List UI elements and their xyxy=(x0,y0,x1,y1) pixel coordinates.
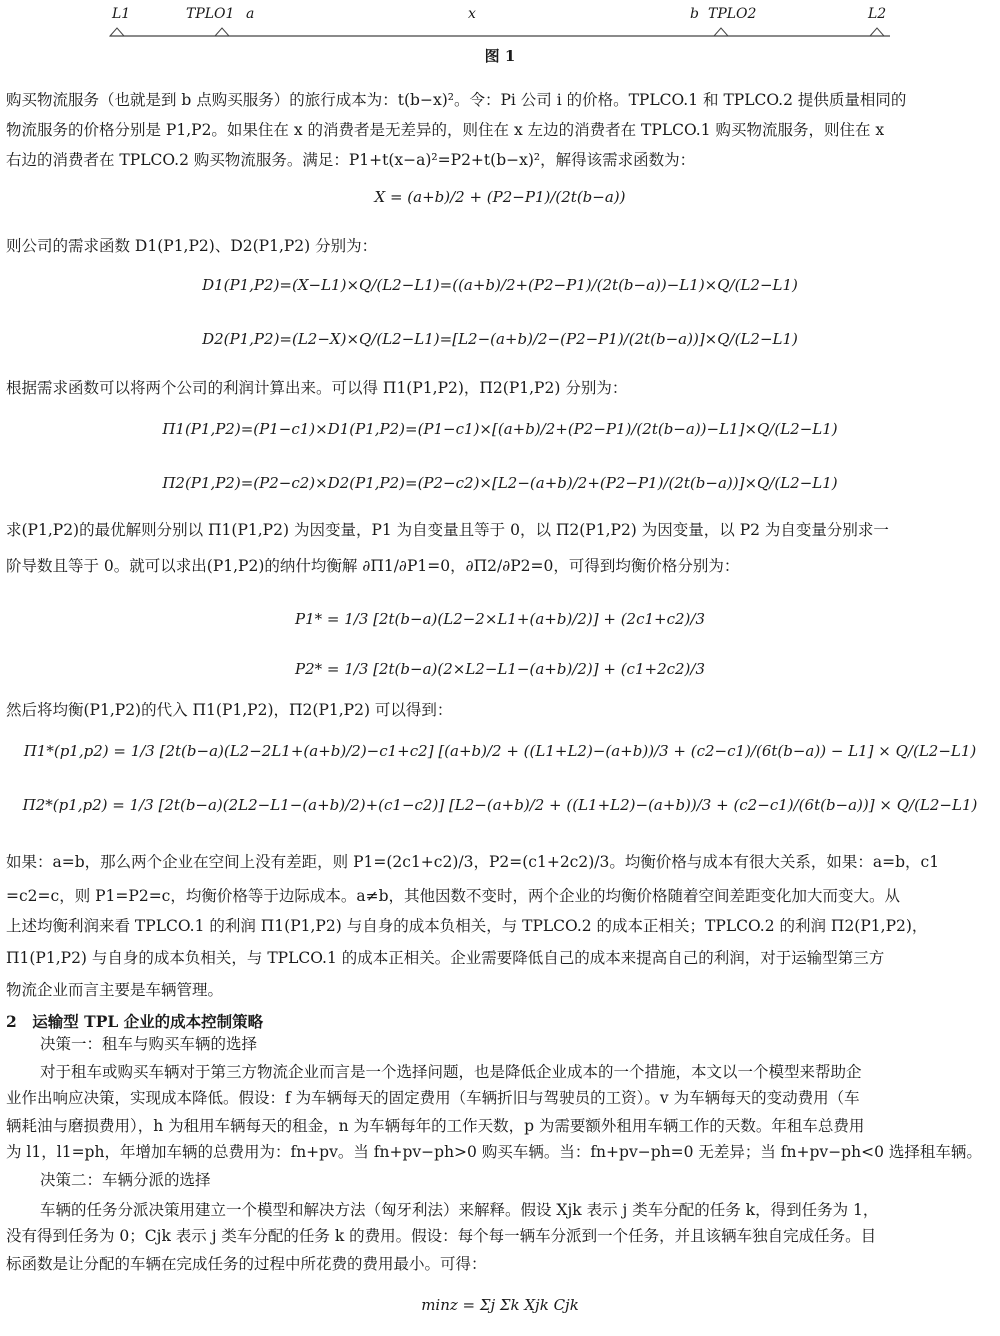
label-L1: L1 xyxy=(112,6,131,22)
paragraph-line: 物流服务的价格分别是 P1,P2。如果住在 x 的消费者是无差异的，则住在 x 左边的消费者在 TPLCO.1 购买物流服务，则住在 x xyxy=(6,121,885,139)
paragraph-line: 为 l1，l1=ph，年增加车辆的总费用为：fn+pv。当 fn+pv−ph>0 购买车辆。当：fn+pv−ph=0 无差异；当 fn+pv−ph<0 选择租车辆。 xyxy=(6,1143,982,1161)
label-x: x xyxy=(468,6,476,22)
paragraph-line: 物流企业而言主要是车辆管理。 xyxy=(6,981,224,999)
triangle-tplo1 xyxy=(215,28,229,36)
label-b: b xyxy=(690,6,699,22)
triangle-L1 xyxy=(110,28,124,36)
equation-Pi2: Π2(P1,P2)=(P2−c2)×D2(P1,P2)=(P2−c2)×[L2−(a+b)/2+(P2−P1)/(2t(b−a))]×Q/(L2−L1) xyxy=(162,474,838,492)
equation-min: minz = Σj Σk Xjk Cjk xyxy=(421,1296,579,1314)
paragraph-line: 辆耗油与磨损费用），h 为租用车辆每天的租金，n 为车辆每年的工作天数，p 为需要额外租用车辆工作的天数。年租车总费用 xyxy=(6,1117,865,1135)
label-tplo2: TPLO2 xyxy=(708,6,757,22)
paragraph-line: 车辆的任务分派决策用建立一个模型和解决方法（匈牙利法）来解释。假设 Xjk 表示 j 类车分配的任务 k，得到任务为 1， xyxy=(40,1201,879,1219)
paragraph-line: 如果：a=b，那么两个企业在空间上没有差距，则 P1=(2c1+c2)/3，P2=(c1+2c2)/3。均衡价格与成本有很大关系，如果：a=b，c1 xyxy=(6,853,940,871)
label-L2: L2 xyxy=(868,6,887,22)
subsection-heading: 决策一：租车与购买车辆的选择 xyxy=(40,1035,258,1053)
equation-P1-star: P1* = 1/3 [2t(b−a)(L2−2×L1+(a+b)/2)] + (2c1+c2)/3 xyxy=(294,610,706,628)
equation-D1: D1(P1,P2)=(X−L1)×Q/(L2−L1)=((a+b)/2+(P2−P1)/(2t(b−a))−L1)×Q/(L2−L1) xyxy=(202,276,798,294)
equation-P2-star: P2* = 1/3 [2t(b−a)(2×L2−L1−(a+b)/2)] + (c1+2c2)/3 xyxy=(294,660,706,678)
paragraph-line: 求(P1,P2)的最优解则分别以 Π1(P1,P2) 为因变量，P1 为自变量且等于 0，以 Π2(P1,P2) 为因变量，以 P2 为自变量分别求一 xyxy=(6,521,889,539)
figure-1 xyxy=(0,0,1000,70)
paragraph-line: 业作出响应决策，实现成本降低。假设：f 为车辆每天的固定费用（车辆折旧与驾驶员的工资）。v 为车辆每天的变动费用（车 xyxy=(6,1089,860,1107)
equation-Pi1: Π1(P1,P2)=(P1−c1)×D1(P1,P2)=(P1−c1)×[(a+b)/2+(P2−P1)/(2t(b−a))−L1]×Q/(L2−L1) xyxy=(162,420,838,438)
paragraph-line: 上述均衡利润来看 TPLCO.1 的利润 Π1(P1,P2) 与自身的成本负相关，与 TPLCO.2 的成本正相关；TPLCO.2 的利润 Π2(P1,P2)， xyxy=(6,917,928,935)
paragraph-line: 没有得到任务为 0；Cjk 表示 j 类车分配的任务 k 的费用。假设：每个每一辆车分派到一个任务，并且该辆车独自完成任务。目 xyxy=(6,1227,877,1245)
equation-D2: D2(P1,P2)=(L2−X)×Q/(L2−L1)=[L2−(a+b)/2−(P2−P1)/(2t(b−a))]×Q/(L2−L1) xyxy=(202,330,798,348)
paragraph-line: 右边的消费者在 TPLCO.2 购买物流服务。满足：P1+t(x−a)²=P2+t(b−x)²，解得该需求函数为： xyxy=(6,151,696,169)
section-heading: 2 运输型 TPL 企业的成本控制策略 xyxy=(6,1012,264,1031)
triangle-L2 xyxy=(870,28,884,36)
paragraph-line: 根据需求函数可以将两个公司的利润计算出来。可以得 Π1(P1,P2)，Π2(P1,P2) 分别为： xyxy=(6,379,628,397)
paragraph-line: 阶导数且等于 0。就可以求出(P1,P2)的纳什均衡解 ∂Π1/∂P1=0，∂Π2/∂P2=0，可得到均衡价格分别为： xyxy=(6,557,740,575)
paragraph-line: 则公司的需求函数 D1(P1,P2)、D2(P1,P2) 分别为： xyxy=(6,237,378,255)
paragraph-line: 标函数是让分配的车辆在完成任务的过程中所花费的费用最小。可得： xyxy=(6,1255,487,1273)
equation-Pi1-star: Π1*(p1,p2) = 1/3 [2t(b−a)(L2−2L1+(a+b)/2)−c1+c2] [(a+b)/2 + ((L1+L2)−(a+b))/3 + (c2−c1)/(6t(b−a)) − L1] × Q/(L2−L1) xyxy=(23,742,977,760)
paragraph-line: 购买物流服务（也就是到 b 点购买服务）的旅行成本为：t(b−x)²。令：Pi 公司 i 的价格。TPLCO.1 和 TPLCO.2 提供质量相同的 xyxy=(6,91,907,109)
label-a: a xyxy=(246,6,255,22)
figure-caption: 图 1 xyxy=(484,47,516,65)
subsection-heading: 决策二：车辆分派的选择 xyxy=(40,1171,211,1189)
paragraph-line: Π1(P1,P2) 与自身的成本负相关，与 TPLCO.1 的成本正相关。企业需要降低自己的成本来提高自己的利润，对于运输型第三方 xyxy=(6,949,885,967)
figure-line-diagram xyxy=(0,0,1000,45)
paragraph-line: 然后将均衡(P1,P2)的代入 Π1(P1,P2)，Π2(P1,P2) 可以得到： xyxy=(6,701,453,719)
equation-X: X = (a+b)/2 + (P2−P1)/(2t(b−a)) xyxy=(374,188,626,206)
paragraph-line: =c2=c，则 P1=P2=c，均衡价格等于边际成本。a≠b，其他因数不变时，两个企业的均衡价格随着空间差距变化加大而变大。从 xyxy=(6,887,901,905)
label-tplo1: TPLO1 xyxy=(186,6,235,22)
equation-Pi2-star: Π2*(p1,p2) = 1/3 [2t(b−a)(2L2−L1−(a+b)/2)+(c1−c2)] [L2−(a+b)/2 + ((L1+L2)−(a+b))/3 + (c2−c1)/(6t(b−a))] × Q/(L2−L1) xyxy=(22,796,978,814)
paragraph-line: 对于租车或购买车辆对于第三方物流企业而言是一个选择问题，也是降低企业成本的一个措施，本文以一个模型来帮助企 xyxy=(40,1063,862,1081)
triangle-tplo2 xyxy=(714,28,728,36)
